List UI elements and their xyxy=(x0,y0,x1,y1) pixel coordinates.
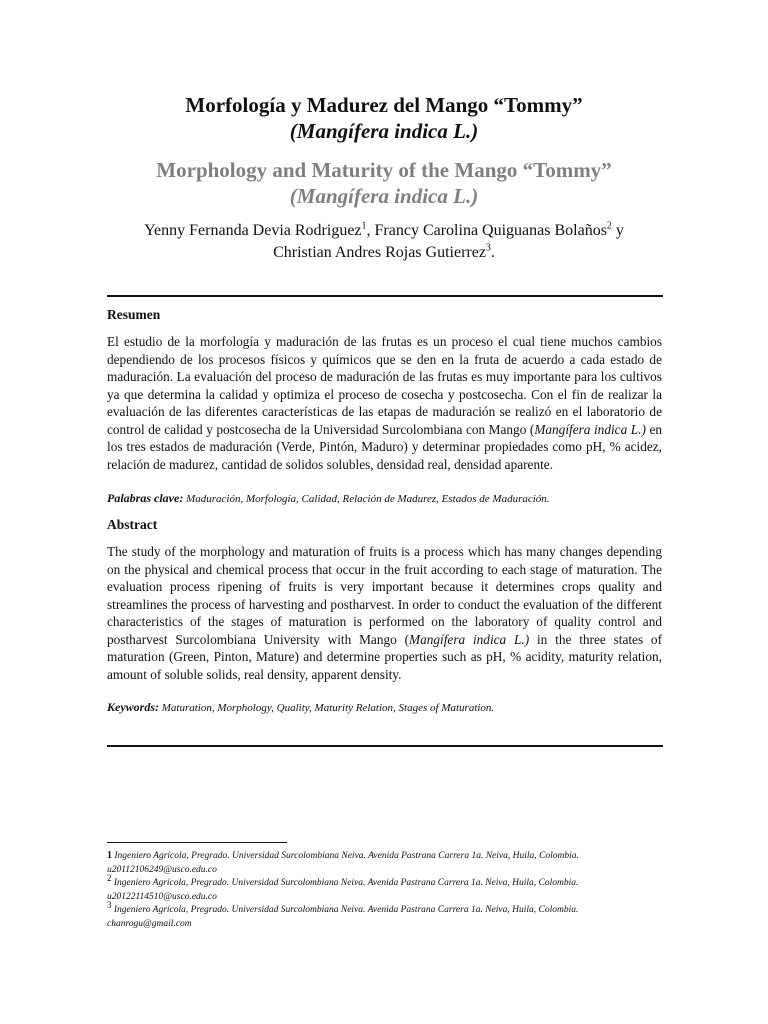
footnote-2 xyxy=(107,872,667,904)
author-1-affiliation-mark: 1 xyxy=(361,220,367,232)
author-3-affiliation-mark: 3 xyxy=(485,242,491,254)
abstract-body xyxy=(107,543,662,683)
author-3: Christian Andres Rojas Gutierrez xyxy=(273,244,486,261)
resumen-species-name: Mangífera indica L.) xyxy=(534,421,646,437)
footnote-2-email: u20122114510@usco.edu.co xyxy=(107,891,217,902)
palabras-clave xyxy=(107,491,663,506)
author-2-affiliation-mark: 2 xyxy=(606,220,612,232)
author-1: Yenny Fernanda Devia Rodriguez xyxy=(144,222,362,239)
footnote-divider xyxy=(107,842,287,843)
spanish-title xyxy=(0,92,768,144)
abstract-heading: Abstract xyxy=(107,517,158,532)
footnote-1-email: u20112106249@usco.edu.co xyxy=(107,864,217,875)
author-list-end: . xyxy=(490,244,495,261)
spanish-title-line1: Morfología y Madurez del Mango “Tommy” xyxy=(185,93,583,117)
keywords-list: Maturation, Morphology, Quality, Maturity Relation, Stages of Maturation. xyxy=(159,702,495,714)
english-title xyxy=(0,157,768,209)
footnote-3-mark: 3 xyxy=(107,899,112,910)
author-separator: , xyxy=(366,222,375,239)
bottom-divider xyxy=(107,745,663,747)
footnote-2-mark: 2 xyxy=(107,872,112,883)
footnote-1-text: Ingeniero Agrícola, Pregrado. Universidad Surcolombiana Neiva. Avenida Pastrana Carrera 1a. Neiva, Huila, Colombia. xyxy=(112,851,579,861)
author-conjunction: y xyxy=(611,222,624,239)
footnote-1 xyxy=(107,850,667,877)
top-divider xyxy=(107,295,663,297)
keywords-label: Keywords: xyxy=(107,700,159,714)
resumen-text-part1: El estudio de la morfología y maduración de las frutas es un proceso el cual tiene muchos cambios dependiendo de los procesos físicos y químicos que se den en la fruta de acuerdo a cada estado de maduración. La evaluación del proceso de maduración de las frutas es muy importante para los cultivos ya que determina la calidad y optimiza el proceso de cosecha y postcosecha. Con el fin de realizar la evaluación de las diferentes características de las etapas de maduración se realizó en el laboratorio de control de calidad y postcosecha de la Universidad Surcolombiana con Mango ( xyxy=(107,334,662,437)
author-list xyxy=(0,220,768,264)
footnote-1-mark: 1 xyxy=(107,850,112,861)
resumen-heading: Resumen xyxy=(107,307,161,322)
resumen-text-part2: en los tres estados de maduración (Verde, Pintón, Maduro) y determinar propiedades como pH, % acidez, relación de madurez, cantidad de solidos solubles, densidad real, densidad aparente. xyxy=(107,421,662,472)
abstract-text-part1: The study of the morphology and maturation of fruits is a process which has many changes depending on the physical and chemical process that occur in the fruit according to each stage of maturation. The evaluation process ripening of fruits is very important because it determines crops quality and streamlines the process of harvesting and postharvest. In order to conduct the evaluation of the different characteristics of the stages of maturation is performed on the laboratory of quality control and postharvest Surcolombiana University with Mango ( xyxy=(107,544,662,647)
author-2: Francy Carolina Quiguanas Bolaños xyxy=(374,222,607,239)
english-title-line1: Morphology and Maturity of the Mango “Tommy” xyxy=(156,158,612,182)
abstract-species-name: Mangífera indica L.) xyxy=(409,631,530,647)
footnote-3-email: chanrogu@gmail.com xyxy=(107,918,192,929)
footnote-2-text: Ingeniero Agrícola, Pregrado. Universidad Surcolombiana Neiva. Avenida Pastrana Carrera 1a. Neiva, Huila, Colombia. xyxy=(111,878,579,888)
abstract-text-part2: in the three states of maturation (Green, Pinton, Mature) and determine properties such as pH, % acidity, maturity relation, amount of soluble solids, real density, apparent density. xyxy=(107,631,663,682)
footnote-3-text: Ingeniero Agrícola, Pregrado. Universidad Surcolombiana Neiva. Avenida Pastrana Carrera 1a. Neiva, Huila, Colombia. xyxy=(111,905,579,915)
spanish-title-species: (Mangífera indica L.) xyxy=(289,119,479,143)
palabras-clave-label: Palabras clave: xyxy=(107,491,184,505)
resumen-body xyxy=(107,333,662,473)
english-title-species: (Mangífera indica L.) xyxy=(289,184,479,208)
footnote-3 xyxy=(107,899,667,931)
keywords xyxy=(107,700,663,715)
palabras-clave-list: Maduración, Morfología, Calidad, Relación de Madurez, Estados de Maduración. xyxy=(183,493,550,505)
footnotes xyxy=(107,850,667,931)
